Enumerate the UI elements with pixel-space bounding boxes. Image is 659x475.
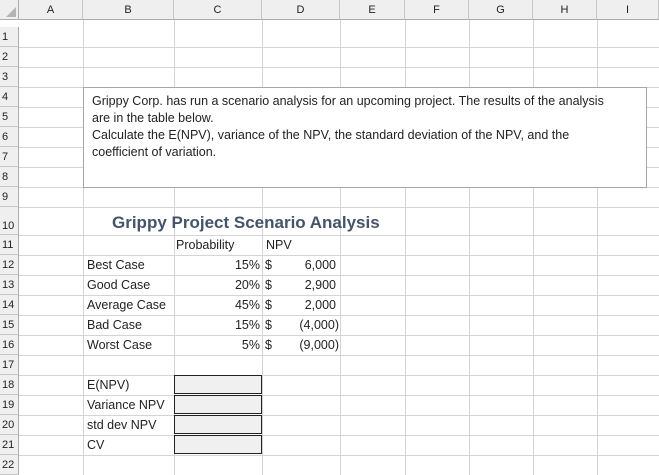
- row-header-6[interactable]: 6: [0, 127, 19, 147]
- scenario-npv[interactable]: 2,000: [304, 298, 336, 312]
- problem-line-3: Calculate the E(NPV), variance of the NPV, the standard deviation of the NPV, and the: [92, 128, 570, 142]
- scenario-name[interactable]: Average Case: [87, 298, 166, 312]
- scenario-name[interactable]: Best Case: [87, 258, 145, 272]
- scenario-probability[interactable]: 15%: [234, 258, 260, 272]
- problem-line-2: are in the table below.: [92, 111, 214, 125]
- select-all-button[interactable]: [0, 0, 19, 20]
- currency-symbol: $: [265, 318, 272, 332]
- row-header-2[interactable]: 2: [0, 47, 19, 67]
- row-header-7[interactable]: 7: [0, 147, 19, 167]
- column-header-c[interactable]: C: [174, 0, 262, 20]
- stddev-input-cell[interactable]: [174, 415, 262, 434]
- problem-line-4: coefficient of variation.: [92, 145, 217, 159]
- cv-label[interactable]: CV: [87, 438, 105, 452]
- row-header-17[interactable]: 17: [0, 355, 19, 375]
- currency-symbol: $: [265, 258, 272, 272]
- gridline: [533, 0, 534, 475]
- row-header-20[interactable]: 20: [0, 415, 19, 435]
- gridline: [0, 395, 659, 396]
- gridline: [0, 207, 659, 208]
- enpv-label[interactable]: E(NPV): [87, 378, 130, 392]
- row-header-8[interactable]: 8: [0, 167, 19, 187]
- scenario-probability[interactable]: 20%: [234, 278, 260, 292]
- gridline: [0, 415, 659, 416]
- gridline: [0, 455, 659, 456]
- gridline: [0, 335, 659, 336]
- row-header-16[interactable]: 16: [0, 335, 19, 355]
- column-header-i[interactable]: I: [597, 0, 659, 20]
- row-header-9[interactable]: 9: [0, 187, 19, 207]
- column-header-h[interactable]: H: [533, 0, 597, 20]
- column-header-e[interactable]: E: [340, 0, 405, 20]
- scenario-name[interactable]: Bad Case: [87, 318, 142, 332]
- scenario-npv[interactable]: 6,000: [304, 258, 336, 272]
- gridline: [405, 0, 406, 475]
- gridline: [340, 0, 341, 475]
- column-header-d[interactable]: D: [262, 0, 340, 20]
- scenario-npv[interactable]: 2,900: [304, 278, 336, 292]
- table-title[interactable]: Grippy Project Scenario Analysis: [112, 213, 380, 232]
- header-probability[interactable]: Probability: [176, 238, 235, 252]
- gridline: [0, 375, 659, 376]
- scenario-probability[interactable]: 15%: [234, 318, 260, 332]
- scenario-probability[interactable]: 45%: [234, 298, 260, 312]
- gridline: [0, 275, 659, 276]
- scenario-name[interactable]: Worst Case: [87, 338, 153, 352]
- currency-symbol: $: [265, 338, 272, 352]
- stddev-label[interactable]: std dev NPV: [87, 418, 157, 432]
- gridline: [0, 435, 659, 436]
- row-header-4[interactable]: 4: [0, 87, 19, 107]
- column-header-a[interactable]: A: [19, 0, 83, 20]
- gridline: [0, 255, 659, 256]
- column-header-g[interactable]: G: [469, 0, 533, 20]
- gridline: [597, 0, 598, 475]
- row-header-10[interactable]: 10: [0, 207, 19, 235]
- row-header-19[interactable]: 19: [0, 395, 19, 415]
- currency-symbol: $: [265, 278, 272, 292]
- row-header-5[interactable]: 5: [0, 107, 19, 127]
- enpv-input-cell[interactable]: [174, 375, 262, 394]
- row-header-15[interactable]: 15: [0, 315, 19, 335]
- gridline: [0, 355, 659, 356]
- row-header-13[interactable]: 13: [0, 275, 19, 295]
- gridline: [0, 235, 659, 236]
- gridline: [262, 0, 263, 475]
- row-header-12[interactable]: 12: [0, 255, 19, 275]
- scenario-probability[interactable]: 5%: [241, 338, 260, 352]
- select-all-icon: [6, 7, 16, 17]
- cv-input-cell[interactable]: [174, 435, 262, 454]
- row-header-21[interactable]: 21: [0, 435, 19, 455]
- scenario-npv[interactable]: (9,000): [299, 338, 339, 352]
- problem-line-1: Grippy Corp. has run a scenario analysis for an upcoming project. The results of the analysis: [92, 94, 604, 108]
- scenario-name[interactable]: Good Case: [87, 278, 151, 292]
- problem-text-box[interactable]: [83, 87, 647, 188]
- scenario-npv[interactable]: (4,000): [299, 318, 339, 332]
- row-header-18[interactable]: 18: [0, 375, 19, 395]
- column-header-b[interactable]: B: [83, 0, 174, 20]
- gridline: [83, 0, 84, 475]
- gridline: [0, 67, 659, 68]
- row-header-1[interactable]: 1: [0, 27, 19, 47]
- gridline: [469, 0, 470, 475]
- currency-symbol: $: [265, 298, 272, 312]
- gridline: [0, 315, 659, 316]
- column-header-f[interactable]: F: [405, 0, 469, 20]
- row-header-3[interactable]: 3: [0, 67, 19, 87]
- row-header-22[interactable]: 22: [0, 455, 19, 475]
- gridline: [0, 295, 659, 296]
- variance-input-cell[interactable]: [174, 395, 262, 414]
- row-header-11[interactable]: 11: [0, 235, 19, 255]
- variance-label[interactable]: Variance NPV: [87, 398, 165, 412]
- header-npv[interactable]: NPV: [266, 238, 292, 252]
- gridline: [0, 47, 659, 48]
- row-header-14[interactable]: 14: [0, 295, 19, 315]
